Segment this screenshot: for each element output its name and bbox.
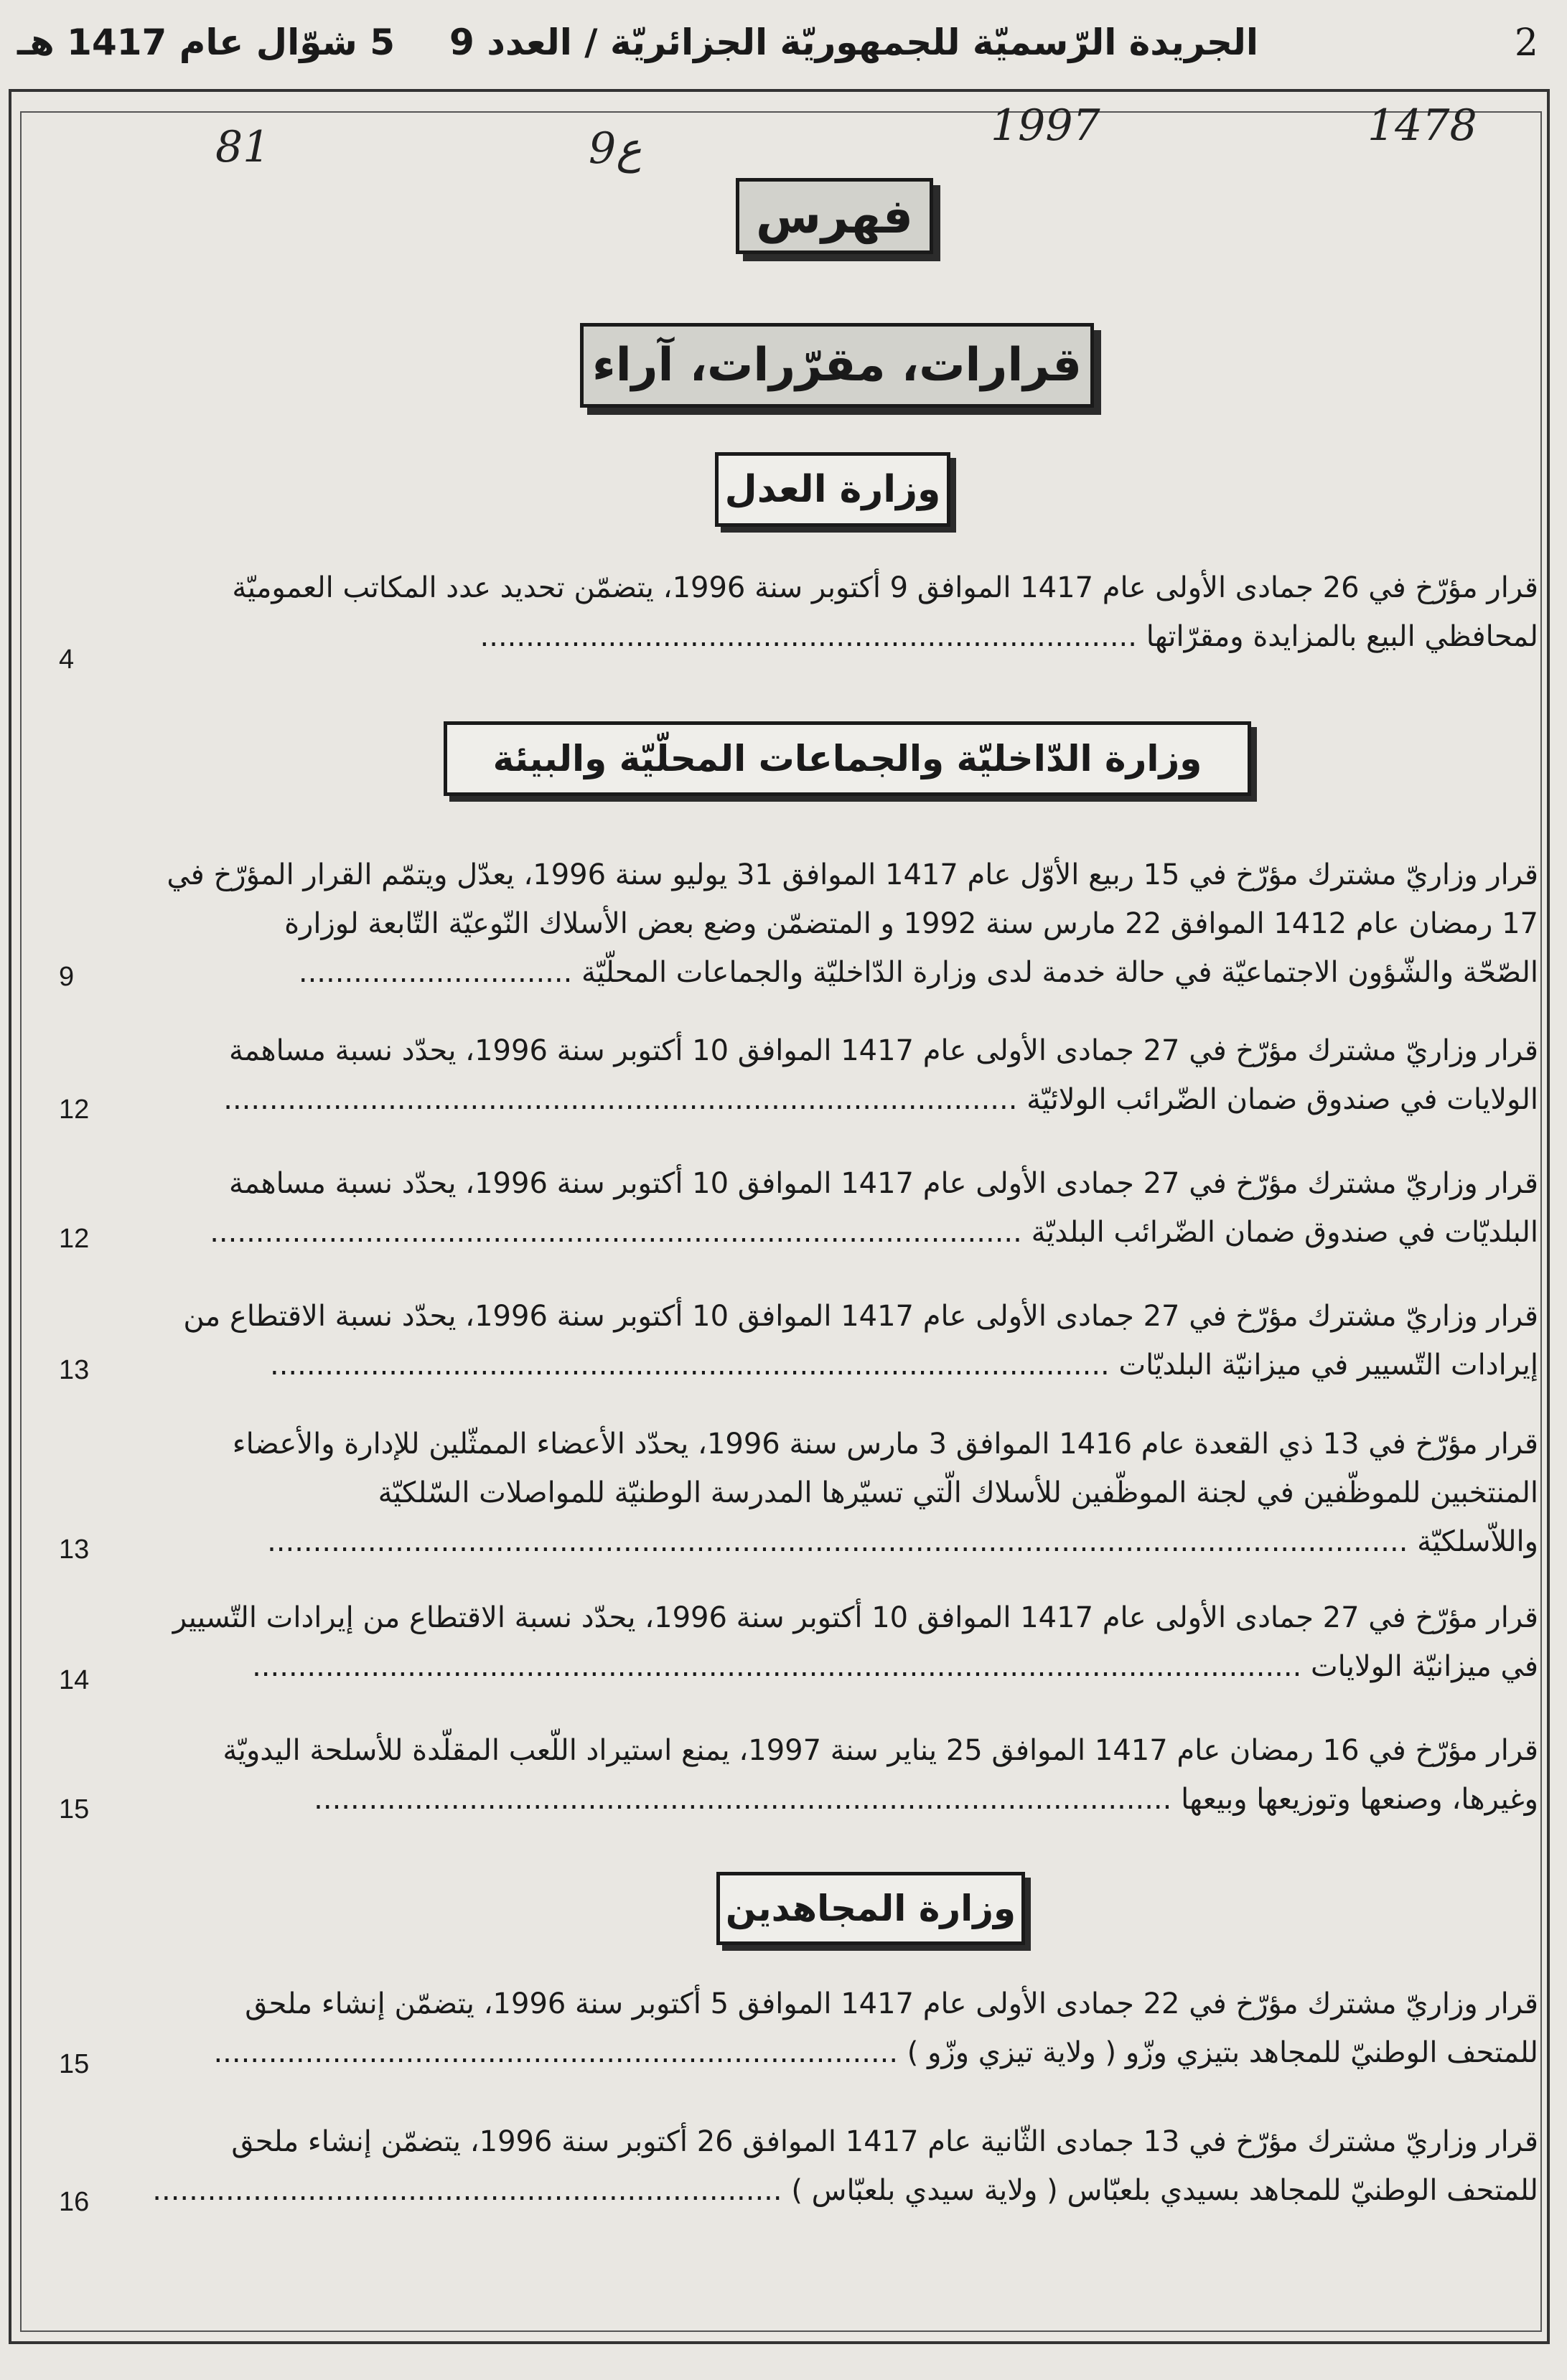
entry-last-line: واللاّسلكيّة [1417, 1525, 1538, 1558]
entry-text: قرار وزاريّ مشترك مؤرّخ في 15 ربيع الأوّل عام 1417 الموافق 31 يوليو سنة 1996، يعدّل ويتمّم القرار المؤرّخ في 17 رمضان عام 1412 الموافق 22 مارس سنة 1992 و المتضمّن وضع بعض الأسلاك النّوعيّة التّابعة لوزارة [167, 858, 1538, 940]
index-title: فهرس [756, 188, 913, 244]
entry-page-number: 13 [59, 1355, 90, 1385]
entry-page-number: 15 [59, 2049, 90, 2079]
index-entry [81, 1292, 1538, 1390]
handwritten-year: 1997 [991, 100, 1100, 151]
entry-page-number: 15 [59, 1794, 90, 1824]
index-entry [81, 1593, 1538, 1691]
entry-text: قرار وزاريّ مشترك مؤرّخ في 27 جمادى الأولى عام 1417 الموافق 10 أكتوبر سنة 1996، يحدّد نسبة مساهمة [228, 1167, 1538, 1200]
index-entry [81, 1026, 1538, 1124]
entry-text: قرار وزاريّ مشترك مؤرّخ في 22 جمادى الأولى عام 1417 الموافق 5 أكتوبر سنة 1996، يتضمّن إنشاء ملحق [245, 1987, 1538, 2020]
dot-leader: ..................................................................... [152, 2174, 792, 2207]
dot-leader: ................................................................................................................... [252, 1650, 1311, 1683]
index-entry [81, 563, 1538, 661]
dot-leader: ............................................................................................................................. [267, 1525, 1418, 1558]
entry-text: قرار مؤرّخ في 26 جمادى الأولى عام 1417 الموافق 9 أكتوبر سنة 1996، يتضمّن تحديد عدد المكاتب العموميّة [232, 571, 1538, 604]
entry-page-number: 12 [59, 1095, 90, 1125]
index-entry [81, 851, 1538, 997]
dot-leader: ........................................................................ [480, 620, 1146, 653]
index-entry [81, 2117, 1538, 2215]
entry-text: قرار وزاريّ مشترك مؤرّخ في 27 جمادى الأولى عام 1417 الموافق 10 أكتوبر سنة 1996، يحدّد نسبة الاقتطاع من [183, 1300, 1538, 1333]
entry-last-line: إيرادات التّسيير في ميزانيّة البلديّات [1118, 1349, 1538, 1382]
section-title: قرارات، مقرّرات، آراء [592, 339, 1082, 392]
ministry-name: وزارة المجاهدين [725, 1888, 1016, 1929]
entry-last-line: الولايات في صندوق ضمان الضّرائب الولائيّة [1026, 1083, 1538, 1116]
page-header [0, 0, 1567, 100]
section-title-box [580, 323, 1094, 408]
index-entry [81, 1159, 1538, 1257]
handwritten-left-number: 81 [215, 122, 271, 172]
entry-text: قرار مؤرّخ في 16 رمضان عام 1417 الموافق 25 يناير سنة 1997، يمنع استيراد اللّعب المقلّدة للأسلحة اليدويّة [223, 1734, 1538, 1767]
ministry-heading-mujahideen [716, 1872, 1025, 1945]
ministry-name: وزارة الدّاخليّة والجماعات المحلّيّة والبيئة [492, 738, 1202, 779]
entry-text: قرار مؤرّخ في 27 جمادى الأولى عام 1417 الموافق 10 أكتوبر سنة 1996، يحدّد نسبة الاقتطاع من إيرادات التّسيير [172, 1601, 1538, 1634]
entry-page-number: 16 [59, 2187, 90, 2217]
gazette-title: الجريدة الرّسميّة للجمهوريّة الجزائريّة / العدد 9 [449, 22, 1258, 63]
page-number: 2 [1514, 22, 1538, 65]
entry-last-line: البلديّات في صندوق ضمان الضّرائب البلديّة [1031, 1216, 1538, 1249]
dot-leader: ......................................................................................... [210, 1216, 1032, 1249]
entry-text: قرار مؤرّخ في 13 ذي القعدة عام 1416 الموافق 3 مارس سنة 1996، يحدّد الأعضاء الممثّلين للإدارة والأعضاء المنتخبين للموظّفين في لجنة الموظّفين للأسلاك الّتي تسيّرها المدرسة الوطنيّة للمواصلات السّلكيّة [232, 1428, 1538, 1509]
entry-last-line: في ميزانيّة الولايات [1311, 1650, 1538, 1683]
gazette-date: 5 شوّال عام 1417 هـ [17, 22, 395, 63]
entry-text: قرار وزاريّ مشترك مؤرّخ في 13 جمادى الثّانية عام 1417 الموافق 26 أكتوبر سنة 1996، يتضمّن إنشاء ملحق [231, 2125, 1538, 2158]
entry-page-number: 12 [59, 1224, 90, 1254]
handwritten-middle-note: 9ع [589, 123, 642, 174]
dot-leader: ........................................................................... [213, 2036, 907, 2069]
dot-leader: ............................................................................................ [270, 1349, 1119, 1382]
entry-page-number: 14 [59, 1665, 90, 1695]
index-title-box [736, 178, 933, 254]
index-entry [81, 1420, 1538, 1566]
entry-last-line: للمتحف الوطنيّ للمجاهد بسيدي بلعبّاس ( ولاية سيدي بلعبّاس ) [791, 2174, 1538, 2207]
ministry-heading-interior [444, 721, 1251, 796]
entry-page-number: 9 [59, 962, 75, 992]
ministry-heading-justice [715, 452, 950, 527]
dot-leader: .............................................................................................. [314, 1783, 1182, 1816]
handwritten-right-number: 1478 [1367, 100, 1477, 151]
entry-last-line: وغيرها، وصنعها وتوزيعها وبيعها [1181, 1783, 1538, 1816]
entry-page-number: 4 [59, 645, 75, 675]
entry-page-number: 13 [59, 1535, 90, 1565]
entry-last-line: الصّحّة والشّؤون الاجتماعيّة في حالة خدمة لدى وزارة الدّاخليّة والجماعات المحلّيّة [581, 956, 1538, 989]
ministry-name: وزارة العدل [724, 468, 941, 511]
index-entry [81, 1726, 1538, 1824]
entry-last-line: للمتحف الوطنيّ للمجاهد بتيزي وزّو ( ولاية تيزي وزّو ) [907, 2036, 1538, 2069]
dot-leader: .............................. [298, 956, 582, 989]
entry-text: قرار وزاريّ مشترك مؤرّخ في 27 جمادى الأولى عام 1417 الموافق 10 أكتوبر سنة 1996، يحدّد نسبة مساهمة [228, 1034, 1538, 1067]
dot-leader: ....................................................................................... [223, 1083, 1027, 1116]
entry-last-line: لمحافظي البيع بالمزايدة ومقرّاتها [1146, 620, 1538, 653]
index-entry [81, 1980, 1538, 2077]
